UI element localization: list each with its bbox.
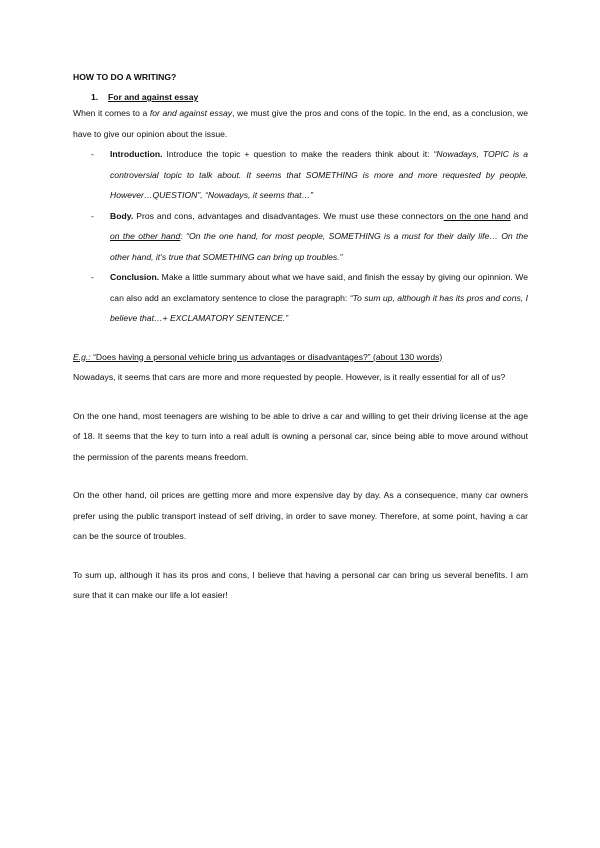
paragraph-gap — [73, 388, 528, 406]
bullet-body — [91, 206, 529, 268]
connector-one-hand: on the one hand — [443, 210, 511, 221]
bullet-conclusion — [91, 267, 528, 329]
bullet-example: “To sum up, although it has its pros and cons, I believe that…+ EXCLAMATORY SENTENCE.” — [110, 292, 528, 323]
document-page — [73, 71, 528, 606]
bullet-text: Introduce the topic + question to make the readers think about it: — [162, 149, 434, 159]
essay-paragraph-4: To sum up, although it has its pros and cons, I believe that having a personal car can bring us several benefits. I am sure that it can make our life a lot easier! — [73, 569, 528, 600]
bullet-label: Introduction. — [110, 149, 163, 159]
intro-paragraph — [73, 103, 528, 144]
paragraph-gap — [73, 467, 528, 485]
intro-text-end: , we must give the pros and cons of the topic. In the end, as a conclusion, we have to give our opinion about the issue. — [73, 108, 528, 139]
bullet-text: Pros and cons, advantages and disadvantages. We must use these connectors — [133, 210, 444, 221]
section-heading — [91, 91, 528, 103]
example-question-text: “Does having a personal vehicle bring us advantages or disadvantages?” (about 130 words) — [90, 351, 443, 362]
bullet-dash: - — [91, 149, 94, 159]
essay-paragraph-1: Nowadays, it seems that cars are more and more requested by people. However, is it really essential for all of us? — [73, 372, 506, 382]
bullet-text: Make a little summary about what we have said, and finish the essay by giving our opinnion. We can also add an exclamatory sentence to close the paragraph: — [110, 272, 528, 303]
intro-emphasis: for and against essay — [149, 108, 233, 118]
example-question — [73, 347, 528, 368]
section-number: 1. — [91, 92, 99, 102]
bullet-example: : “On the one hand, for most people, SOMETHING is a must for their daily life… On the other hand, it’s true that SOMETHING can bring up troubles.” — [110, 231, 529, 262]
essay-paragraph-2: On the one hand, most teenagers are wishing to be able to drive a car and willing to get their driving license at the age of 18. It seems that the key to turn into a real adult is owning a personal car, since being able to move around without the permission of the parents means freedom. — [73, 410, 528, 462]
bullet-dash: - — [91, 210, 94, 221]
bullet-introduction — [91, 144, 528, 206]
document-title: HOW TO DO A WRITING? — [73, 72, 177, 82]
bullet-text-and: and — [510, 210, 528, 221]
bullet-label: Conclusion. — [110, 272, 160, 282]
bullet-example: “Nowadays, TOPIC is a controversial topic to talk about. It seems that SOMETHING is more and more requested by people. However…QUESTION”, “Nowadays, it seems that…” — [110, 149, 528, 200]
connector-other-hand: on the other hand — [110, 231, 181, 241]
section-title: For and against essay — [108, 92, 199, 102]
essay-paragraph-3: On the other hand, oil prices are getting more and more expensive day by day. As a consequence, many car owners prefer using the public transport instead of self driving, in order to save money. Therefore, at some point, having a car can be the source of troubles. — [73, 490, 528, 541]
bullet-label: Body. — [110, 210, 134, 221]
intro-text: When it comes to a — [73, 108, 150, 118]
bullet-dash: - — [91, 272, 94, 282]
example-prefix: E.g.: — [73, 351, 91, 362]
paragraph-gap — [73, 547, 528, 565]
